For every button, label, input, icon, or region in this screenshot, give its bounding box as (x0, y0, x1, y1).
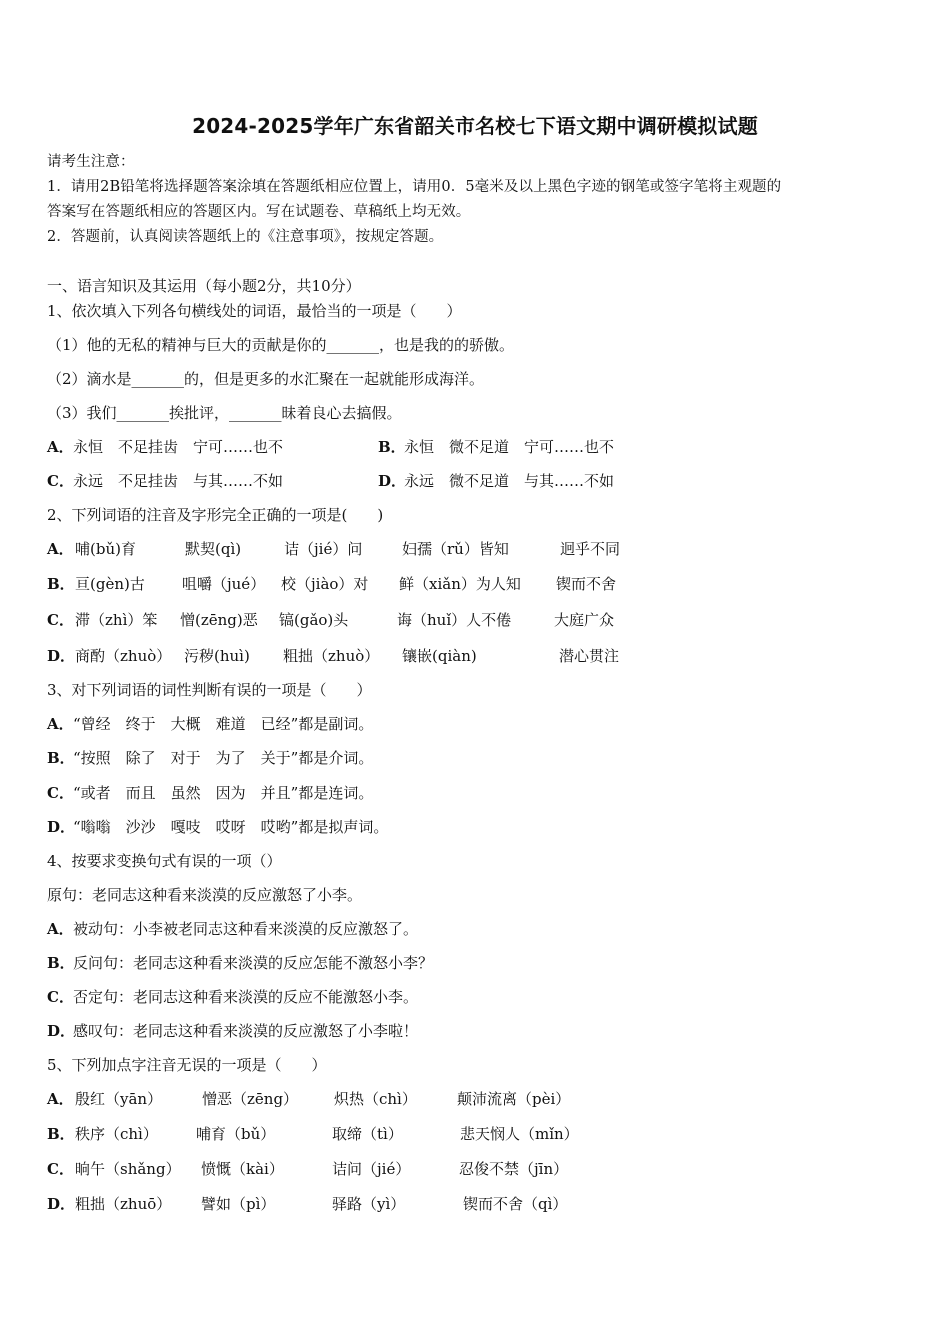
q3-stem: 3、对下列词语的词性判断有误的一项是（ ） (47, 681, 372, 699)
q3-option-c (47, 783, 373, 803)
q1-sentence-2: （2）滴水是_______的，但是更多的水汇聚在一起就能形成海洋。 (47, 370, 485, 388)
q5-row-c-word-4: 忍俊不禁（jīn） (459, 1160, 569, 1178)
notice-heading: 请考生注意： (47, 154, 135, 170)
q2-row-d-word-5: 潜心贯注 (559, 647, 620, 665)
q2-row-b-word-1: 亘(gèn)古 (75, 575, 145, 593)
section-heading: 一、语言知识及其运用（每小题2分，共10分） (47, 277, 361, 295)
q2-stem: 2、下列词语的注音及字形完全正确的一项是( ) (47, 506, 384, 524)
q2-row-d-word-3: 粗拙（zhuò） (283, 647, 380, 665)
option-label: B． (378, 438, 406, 456)
q2-row-b-word-5: 锲而不舍 (556, 575, 617, 593)
q2-row-a-word-3: 诘（jié）问 (284, 540, 363, 558)
q4-option-a (47, 919, 418, 939)
q2-row-c-word-4: 诲（huǐ）人不倦 (397, 611, 512, 629)
q5-row-d-word-4: 锲而不舍（qì） (463, 1195, 568, 1213)
q2-row-d-word-1: 商酌（zhuò） (75, 647, 172, 665)
q1-option-c (47, 471, 283, 491)
q2-row-c-word-1: 滞（zhì）笨 (75, 611, 158, 629)
q2-row-c-word-2: 憎(zēng)恶 (180, 611, 258, 629)
q2-row-d-label: D． (47, 647, 76, 665)
q2-row-b-word-2: 咀嚼（jué） (182, 575, 266, 593)
q2-row-a-word-1: 哺(bǔ)育 (75, 540, 136, 558)
q5-row-a-word-4: 颠沛流离（pèi） (457, 1090, 571, 1108)
option-text: 否定句：老同志这种看来淡漠的反应不能激怒小李。 (73, 988, 419, 1006)
option-label: A． (47, 920, 74, 938)
option-label: D． (47, 818, 76, 836)
q2-row-b-word-3: 校（jiào）对 (281, 575, 369, 593)
q3-option-a (47, 714, 373, 734)
q5-stem: 5、下列加点字注音无误的一项是（ ） (47, 1056, 327, 1074)
option-label: B． (47, 954, 75, 972)
q2-row-a-word-2: 默契(qì) (185, 540, 242, 558)
q5-row-c-label: C． (47, 1160, 74, 1178)
q5-row-a-word-3: 炽热（chì） (334, 1090, 417, 1108)
q1-option-a (47, 437, 283, 457)
option-text: 感叹句：老同志这种看来淡漠的反应激怒了小李啦！ (73, 1022, 419, 1040)
q2-row-a-word-4: 妇孺（rǔ）皆知 (402, 540, 509, 558)
q5-row-a-word-2: 憎恶（zēng） (202, 1090, 299, 1108)
notice-line-1: 1．请用2B铅笔将选择题答案涂填在答题纸相应位置上，请用0．5毫米及以上黑色字迹的钢笔或签字笔将主观题的 (47, 179, 782, 195)
q4-stem: 4、按要求变换句式有误的一项（） (47, 852, 282, 870)
q5-row-d-word-2: 譬如（pì） (201, 1195, 276, 1213)
page-title: 2024-2025学年广东省韶关市名校七下语文期中调研模拟试题 (192, 114, 758, 138)
q5-row-a-label: A． (47, 1090, 74, 1108)
option-text: 永远 微不足道 与其……不如 (404, 472, 615, 490)
q5-row-b-label: B． (47, 1125, 75, 1143)
q5-row-c-word-2: 愤慨（kài） (201, 1160, 284, 1178)
option-label: C． (47, 472, 74, 490)
q5-row-d-word-3: 驿路（yì） (332, 1195, 406, 1213)
q5-row-b-word-4: 悲天悯人（mǐn） (460, 1125, 579, 1143)
q4-original-sentence: 原句：老同志这种看来淡漠的反应激怒了小李。 (47, 886, 363, 904)
option-label: B． (47, 749, 75, 767)
q4-option-b (47, 953, 433, 973)
option-text: “或者 而且 虽然 因为 并且”都是连词。 (73, 784, 374, 802)
option-label: D． (47, 1022, 76, 1040)
option-text: 反问句：老同志这种看来淡漠的反应怎能不激怒小李？ (73, 954, 434, 972)
option-text: 永恒 微不足道 宁可……也不 (404, 438, 615, 456)
q5-row-b-word-2: 哺育（bǔ） (196, 1125, 276, 1143)
option-label: D． (378, 472, 407, 490)
q3-option-b (47, 748, 373, 768)
option-label: A． (47, 715, 74, 733)
q2-row-a-label: A． (47, 540, 74, 558)
q1-stem: 1、依次填入下列各句横线处的词语，最恰当的一项是（ ） (47, 302, 462, 320)
q4-option-d (47, 1021, 418, 1041)
option-text: 被动句：小李被老同志这种看来淡漠的反应激怒了。 (73, 920, 419, 938)
q5-row-d-word-1: 粗拙（zhuō） (75, 1195, 172, 1213)
q1-option-b (378, 437, 614, 457)
q5-row-c-word-1: 晌午（shǎng） (75, 1160, 181, 1178)
option-label: C． (47, 784, 74, 802)
option-text: 永远 不足挂齿 与其……不如 (73, 472, 284, 490)
q2-row-c-word-5: 大庭广众 (554, 611, 615, 629)
option-text: “嗡嗡 沙沙 嘎吱 哎呀 哎哟”都是拟声词。 (73, 818, 389, 836)
notice-line-2: 答案写在答题纸相应的答题区内。写在试题卷、草稿纸上均无效。 (47, 204, 471, 220)
option-label: A． (47, 438, 74, 456)
q2-row-a-word-5: 迥乎不同 (560, 540, 621, 558)
q5-row-b-word-3: 取缔（tì） (332, 1125, 403, 1143)
q1-sentence-1: （1）他的无私的精神与巨大的贡献是你的_______，也是我的的骄傲。 (47, 336, 515, 354)
option-label: C． (47, 988, 74, 1006)
option-text: 永恒 不足挂齿 宁可……也不 (73, 438, 284, 456)
q2-row-d-word-2: 污秽(huì) (184, 647, 250, 665)
q2-row-b-label: B． (47, 575, 75, 593)
q5-row-b-word-1: 秩序（chì） (75, 1125, 158, 1143)
q5-row-a-word-1: 殷红（yān） (75, 1090, 163, 1108)
q2-row-c-label: C． (47, 611, 74, 629)
q2-row-d-word-4: 镶嵌(qiàn) (402, 647, 477, 665)
q2-row-b-word-4: 鲜（xiǎn）为人知 (399, 575, 521, 593)
q1-option-d (378, 471, 614, 491)
q5-row-d-label: D． (47, 1195, 76, 1213)
q5-row-c-word-3: 诘问（jié） (332, 1160, 411, 1178)
q1-sentence-3: （3）我们_______挨批评，_______昧着良心去搞假。 (47, 404, 402, 422)
option-text: “按照 除了 对于 为了 关于”都是介词。 (73, 749, 374, 767)
notice-line-3: 2．答题前，认真阅读答题纸上的《注意事项》，按规定答题。 (47, 229, 444, 245)
option-text: “曾经 终于 大概 难道 已经”都是副词。 (73, 715, 374, 733)
q3-option-d (47, 817, 388, 837)
q4-option-c (47, 987, 418, 1007)
q2-row-c-word-3: 镐(gǎo)头 (279, 611, 349, 629)
